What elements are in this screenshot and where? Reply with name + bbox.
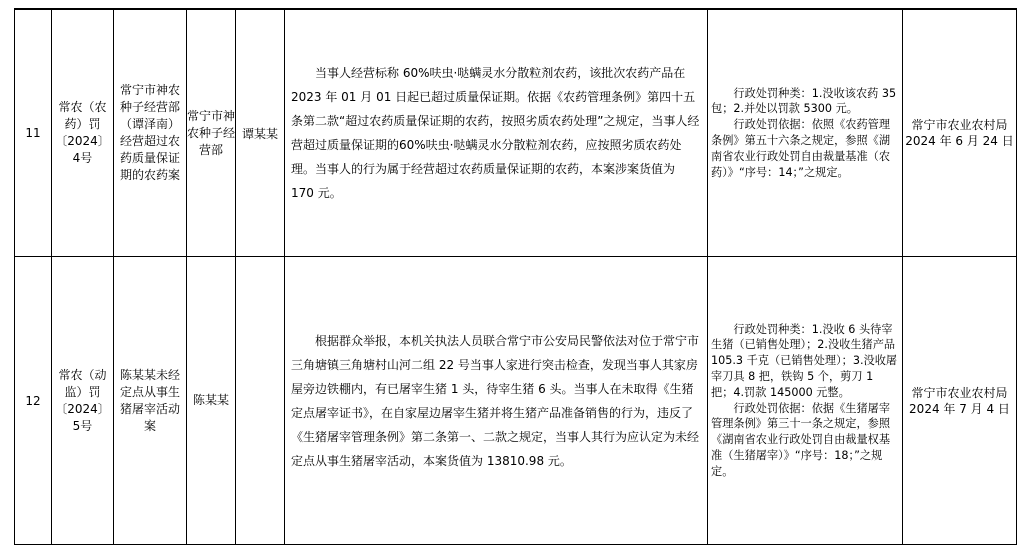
case-number: 常农（动监）罚〔2024〕5号 [52,257,114,545]
person-name [236,257,285,545]
row-number: 11 [15,10,52,257]
table-row [15,257,1017,545]
case-number: 常农（农药）罚〔2024〕4号 [52,10,114,257]
case-facts [285,257,708,545]
case-name: 常宁市神农种子经营部（谭泽南）经营超过农药质量保证期的农药案 [114,10,187,257]
case-facts [285,10,708,257]
penalty-table [14,8,1017,545]
party-name: 陈某某 [187,257,236,545]
penalty-basis: 行政处罚依据：依据《生猪屠宰管理条例》第三十一条之规定，参照《湖南省农业行政处罚自由裁量权基准（生猪屠宰）》“序号：18；”之规定。 [711,401,891,478]
penalty-basis: 行政处罚依据：依照《农药管理条例》第五十六条之规定，参照《湖南省农业行政处罚自由裁量基准（农药）》“序号：14；”之规定。 [711,118,891,179]
party-name: 常宁市神农种子经营部 [187,10,236,257]
case-facts-text: 根据群众举报，本机关执法人员联合常宁市公安局民警依法对位于常宁市三角塘镇三角塘村山河二组 22 号当事人家进行突击检查，发现当事人其家房屋旁边铁棚内，有已屠宰生猪 1 头，待宰生猪 6 头。当事人在未取得《生猪定点屠宰证书》，在自家屋边屠宰生猪并将生猪产品准备销售的行为，违反了《生猪屠宰管理条例》第二条第一、二款之规定，当事人其行为应认定为未经定点从事生猪屠宰活动，本案货值为 13810.98 元。 [291,333,700,468]
row-number: 12 [15,257,52,545]
authority-date: 常宁市农业农村局 2024 年 7 月 4 日 [903,257,1017,545]
penalty-type: 行政处罚种类：1.没收 6 头待宰生猪（已销售处理）；2.没收生猪产品 105.3 千克（已销售处理）；3.没收屠宰刀具 8 把，铁钩 5 个，剪刀 1 把；4.罚款 145000 元整。 [711,322,898,399]
person-name: 谭某某 [236,10,285,257]
case-facts-text: 当事人经营标称 60%呋虫·哒螨灵水分散粒剂农药，该批次农药产品在 2023 年 01 月 01 日起已超过质量保证期。依据《农药管理条例》第四十五条第二款“超过农药质量保证期的农药，按照劣质农药处理”之规定，当事人经营超过质量保证期的60%呋虫·哒螨灵水分散粒剂农药，应按照劣质农药处理。当事人的行为属于经营超过农药质量保证期的农药，本案涉案货值为 170 元。 [291,66,700,200]
table-row [15,10,1017,257]
authority-date: 常宁市农业农村局 2024 年 6 月 24 日 [903,10,1017,257]
penalty-cell [708,10,903,257]
penalty-cell [708,257,903,545]
penalty-type: 行政处罚种类：1.没收该农药 35 包；2.并处以罚款 5300 元。 [711,86,897,116]
case-name: 陈某某未经定点从事生猪屠宰活动案 [114,257,187,545]
